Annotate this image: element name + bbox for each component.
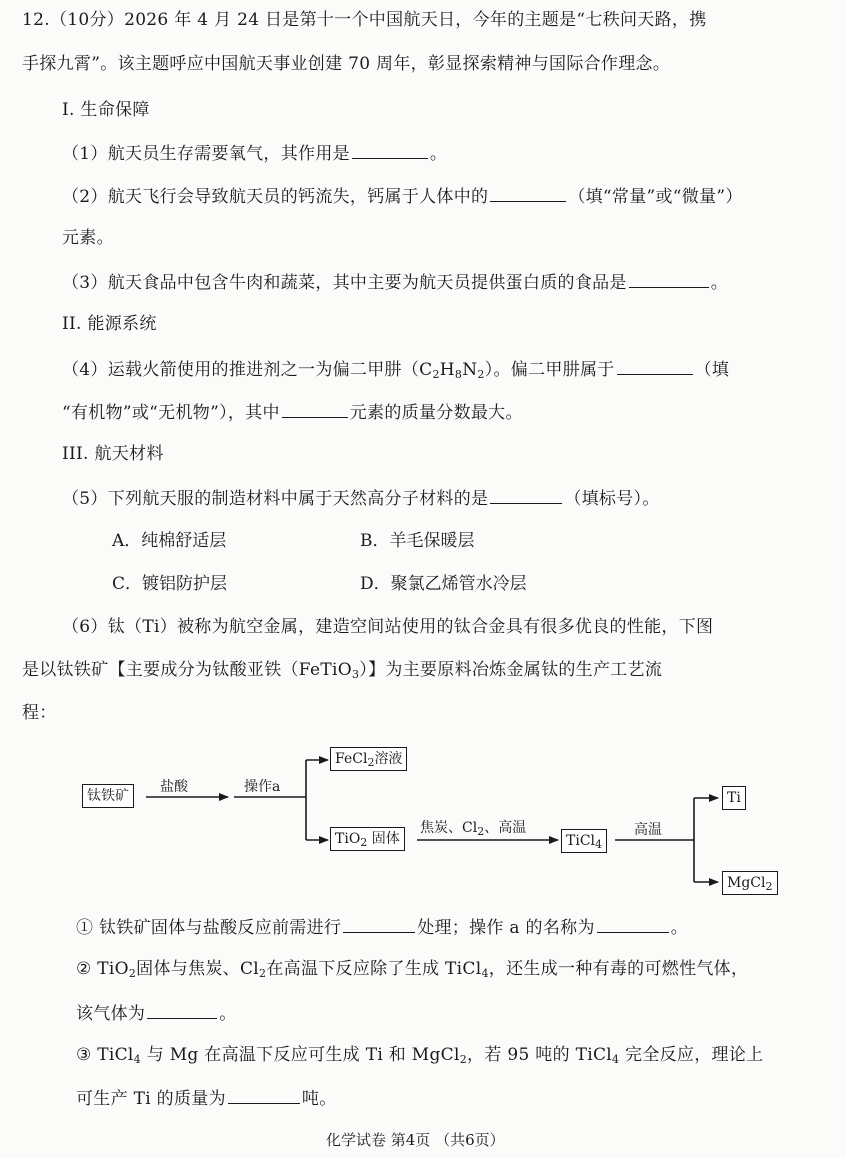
question-intro-line2: 手探九霄”。该主题呼应中国航天事业创建 70 周年，彰显探索精神与国际合作理念。 — [22, 54, 671, 74]
option-b: B．羊毛保暖层 — [360, 531, 475, 551]
q6-line2: 是以钛铁矿【主要成分为钛酸亚铁（FeTiO$_3$）】为主要原料冶炼金属钛的生产工艺流 — [22, 660, 663, 681]
answer-blank[interactable] — [147, 1000, 217, 1019]
label-operation-a: 操作a — [244, 779, 281, 795]
sub-question-1: ① 钛铁矿固体与盐酸反应前需进行 处理；操作 a 的名称为 。 — [76, 914, 688, 940]
box-fecl2-solution: FeCl$_2$溶液 — [330, 747, 407, 771]
answer-blank[interactable] — [343, 914, 415, 933]
question-score: （10分） — [49, 10, 125, 30]
question-number: 12. — [22, 10, 50, 30]
q1: （1）航天员生存需要氧气，其作用是 。 — [62, 140, 447, 166]
q6-line1: （6）钛（Ti）被称为航空金属，建造空间站使用的钛合金具有很多优良的性能，下图 — [62, 617, 714, 637]
answer-blank[interactable] — [597, 914, 669, 933]
q2: （2）航天飞行会导致航天员的钙流失，钙属于人体中的 （填“常量”或“微量”） — [62, 183, 743, 209]
question-intro-line1: 12.（10分）2026 年 4 月 24 日是第十一个中国航天日，今年的主题是“七秩问天路，携 — [22, 10, 707, 30]
box-mgcl2: MgCl$_2$ — [722, 871, 778, 895]
section-energy-system: II. 能源系统 — [62, 314, 157, 334]
answer-blank[interactable] — [228, 1085, 300, 1104]
q6-line3: 程： — [22, 703, 57, 723]
box-ticl4: TiCl$_4$ — [561, 829, 607, 853]
box-ilmenite: 钛铁矿 — [82, 784, 134, 808]
option-a: A．纯棉舒适层 — [112, 531, 227, 551]
sub-question-2: ② TiO$_2$固体与焦炭、$Cl_2$在高温下反应除了生成 TiCl$_4$，还生成一种有毒的可燃性气体， — [76, 959, 749, 980]
sub-question-3: ③ TiCl$_4$ 与 Mg 在高温下反应可生成 Ti 和 MgCl$_2$，若 95 吨的 TiCl$_4$ 完全反应，理论上 — [76, 1045, 764, 1066]
label-coke-chlorine-heat: 焦炭、$Cl_2$、高温 — [420, 820, 527, 838]
option-c: C．镀铝防护层 — [112, 574, 228, 594]
sub-question-2-continued: 该气体为 。 — [76, 1000, 237, 1026]
section-aerospace-materials: III. 航天材料 — [62, 444, 164, 464]
label-hydrochloric-acid: 盐酸 — [160, 779, 188, 795]
q2-continued: 元素。 — [62, 228, 114, 248]
box-ti: Ti — [722, 786, 746, 810]
label-high-temp: 高温 — [634, 822, 662, 838]
q3: （3）航天食品中包含牛肉和蔬菜，其中主要为航天员提供蛋白质的食品是 。 — [62, 269, 728, 295]
box-tio2-solid: TiO$_2$ 固体 — [330, 827, 405, 851]
q5: （5）下列航天服的制造材料中属于天然高分子材料的是 （填标号）。 — [62, 485, 660, 511]
q4: （4）运载火箭使用的推进剂之一为偏二甲肼$(C_2H_8N_2)$。偏二甲肼属于 （填 — [62, 356, 729, 387]
sub-question-3-continued: 可生产 Ti 的质量为 吨。 — [76, 1085, 337, 1111]
option-d: D．聚氯乙烯管水冷层 — [360, 574, 527, 594]
page-footer: 化学试卷 第4页 （共6页） — [326, 1131, 505, 1149]
q4-continued: “有机物”或“无机物”），其中 元素的质量分数最大。 — [62, 399, 523, 425]
section-life-support: I. 生命保障 — [62, 100, 150, 120]
